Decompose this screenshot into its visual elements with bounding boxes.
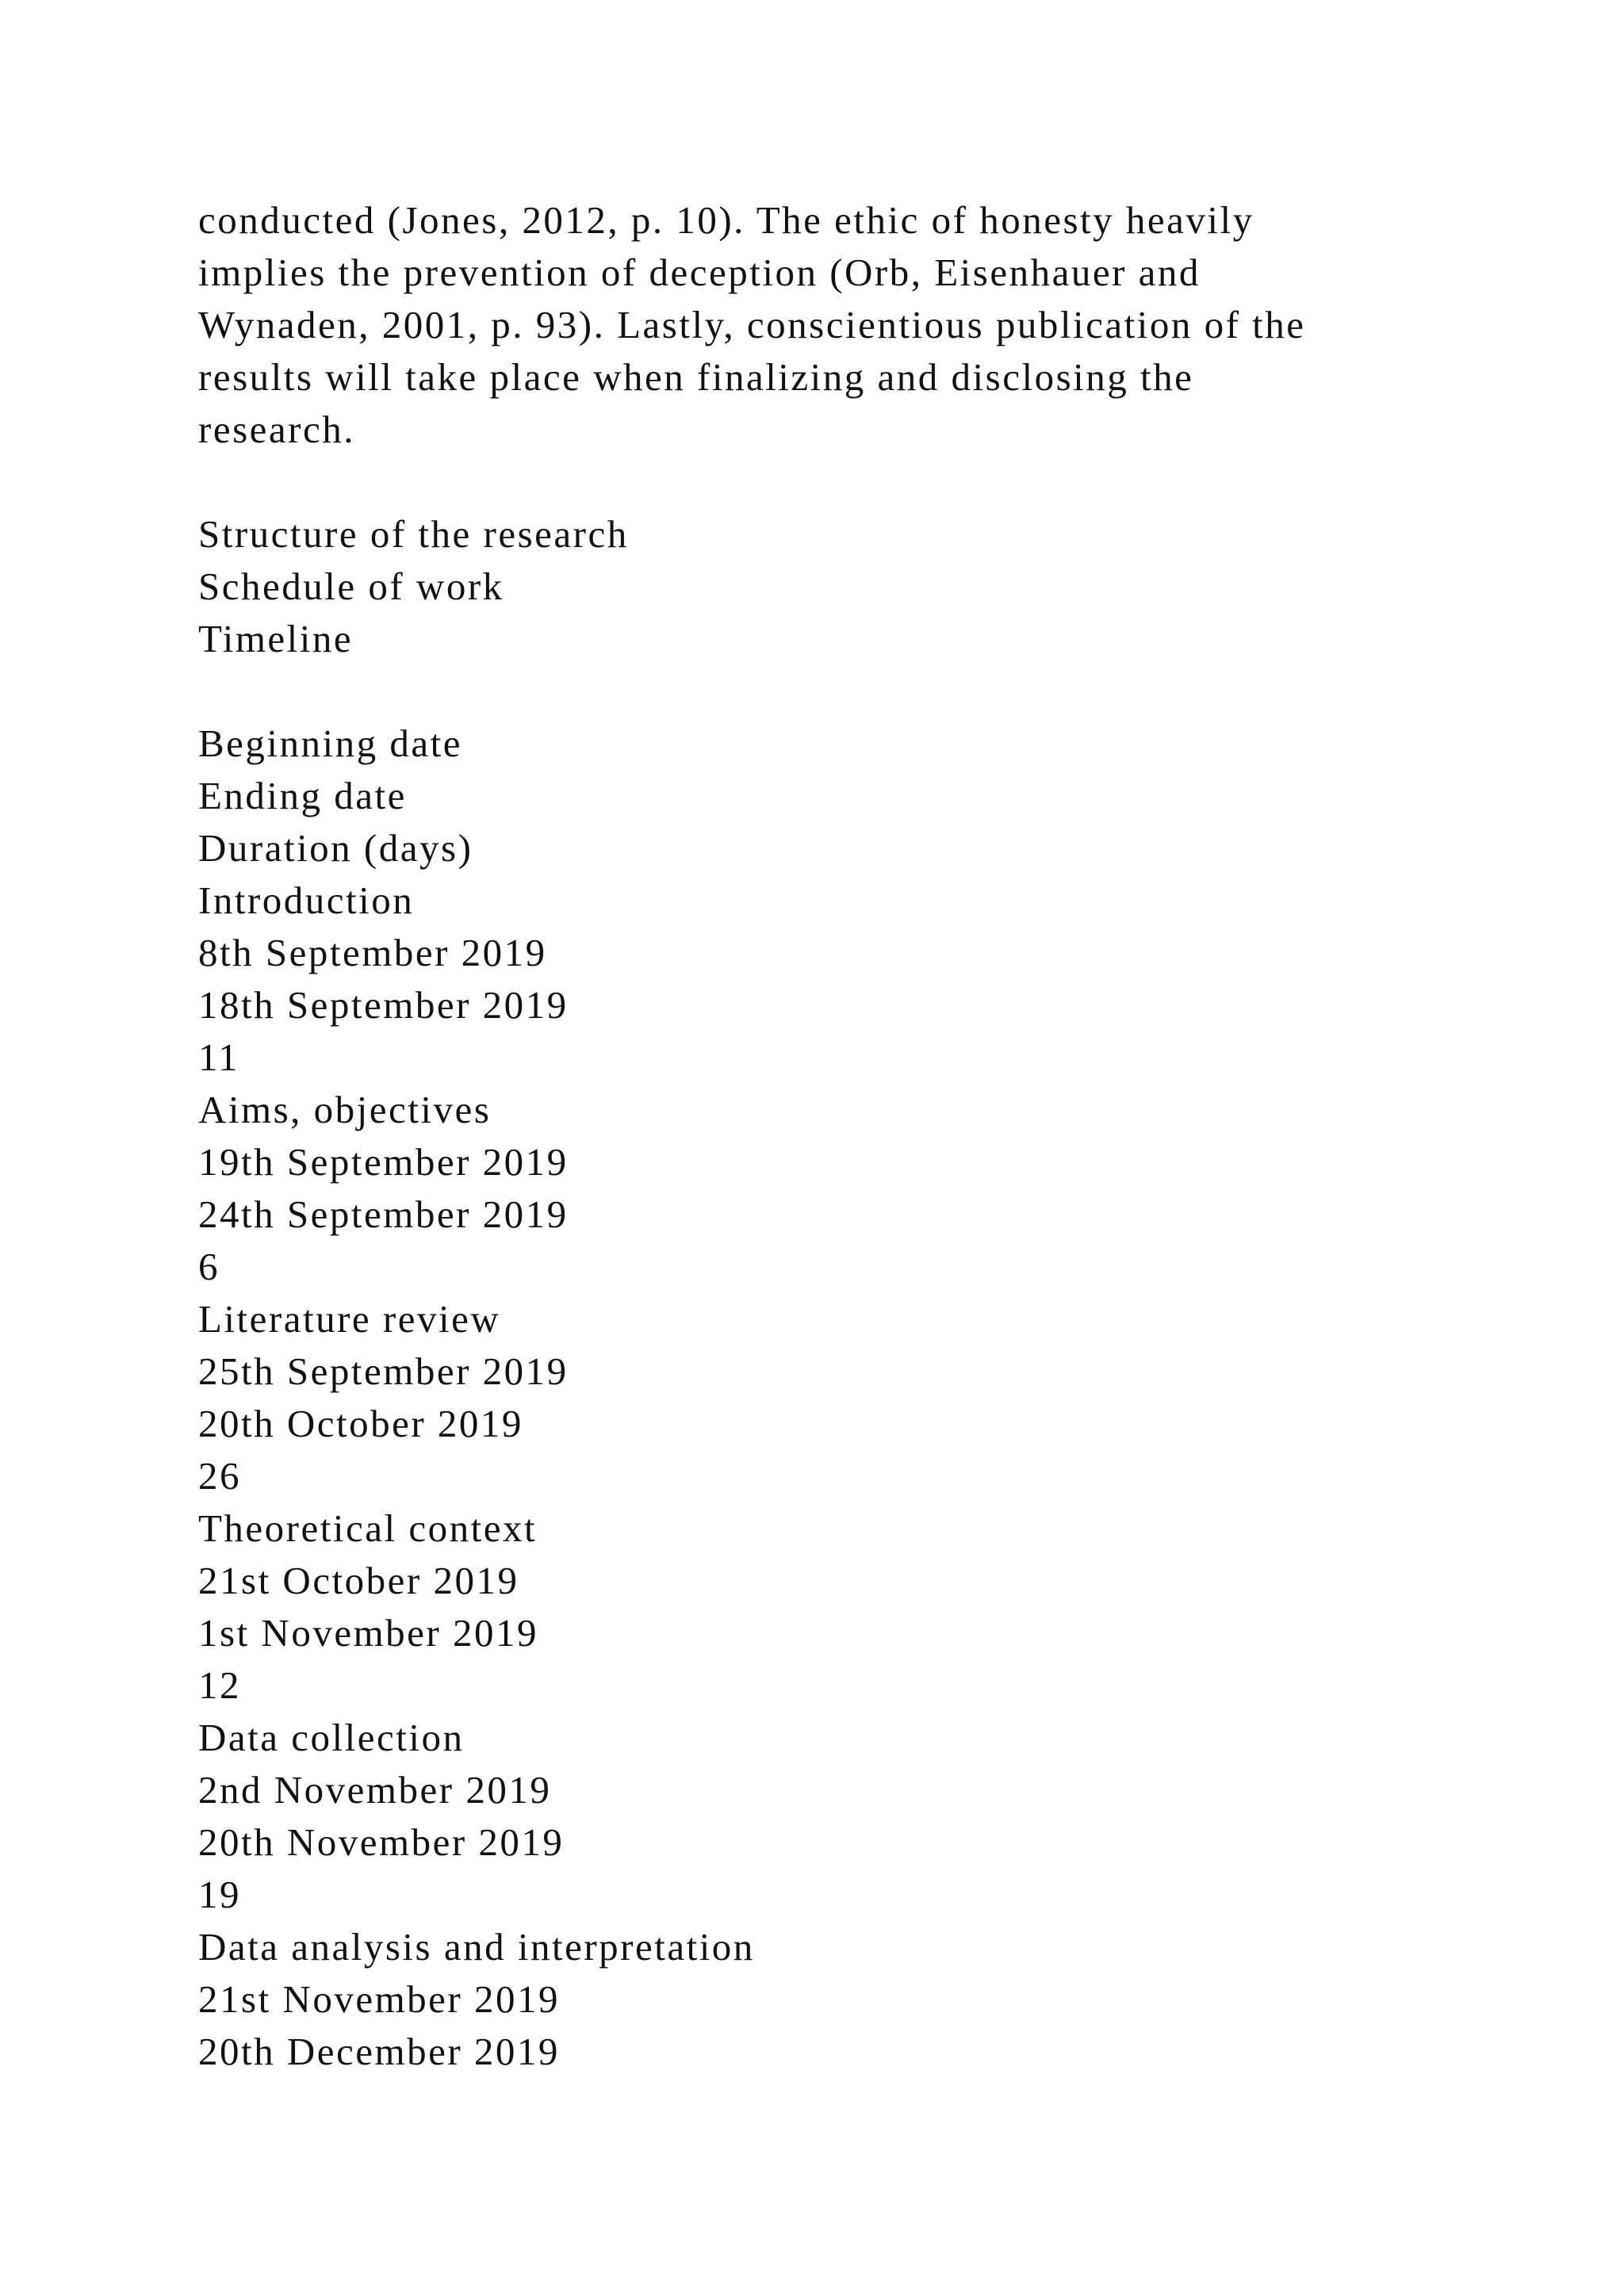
row-begin-date: 19th September 2019 [198, 1140, 569, 1184]
table-row [198, 1502, 1507, 1712]
row-duration: 11 [198, 1035, 240, 1079]
row-task: Data analysis and interpretation [198, 1925, 755, 1969]
row-task: Aims, objectives [198, 1088, 492, 1131]
schedule-heading: Schedule of work [198, 564, 504, 608]
timeline-table [198, 718, 1507, 2078]
row-end-date: 18th September 2019 [198, 983, 569, 1027]
table-row [198, 1712, 1507, 1921]
structure-heading: Structure of the research [198, 512, 629, 556]
table-row [198, 1921, 1507, 2078]
row-task: Theoretical context [198, 1506, 538, 1550]
row-begin-date: 2nd November 2019 [198, 1768, 552, 1812]
table-row [198, 1084, 1507, 1293]
header-duration: Duration (days) [198, 826, 473, 870]
blank-line [198, 665, 1507, 718]
row-task: Data collection [198, 1716, 465, 1759]
row-duration: 19 [198, 1873, 241, 1916]
row-begin-date: 8th September 2019 [198, 931, 547, 974]
header-beginning-date: Beginning date [198, 721, 463, 765]
paragraph-line: Wynaden, 2001, p. 93). Lastly, conscientious publication of the [198, 303, 1306, 346]
paragraph-line: results will take place when finalizing and disclosing the [198, 355, 1194, 399]
row-duration: 12 [198, 1663, 241, 1707]
paragraph-line: implies the prevention of deception (Orb, Eisenhauer and [198, 251, 1201, 294]
timeline-heading: Timeline [198, 617, 354, 660]
row-begin-date: 25th September 2019 [198, 1349, 569, 1393]
table-row [198, 874, 1507, 1084]
paragraph-line: research. [198, 408, 355, 451]
row-end-date: 24th September 2019 [198, 1192, 569, 1236]
row-end-date: 20th October 2019 [198, 1402, 523, 1445]
ethics-paragraph [198, 194, 1507, 456]
row-task: Literature review [198, 1297, 501, 1341]
row-begin-date: 21st October 2019 [198, 1559, 519, 1602]
row-end-date: 1st November 2019 [198, 1611, 538, 1655]
blank-line [198, 456, 1507, 508]
row-begin-date: 21st November 2019 [198, 1977, 560, 2021]
document-content [198, 194, 1507, 2078]
row-task: Introduction [198, 878, 415, 922]
row-duration: 6 [198, 1245, 220, 1288]
table-row [198, 1293, 1507, 1502]
row-end-date: 20th December 2019 [198, 2030, 560, 2073]
row-end-date: 20th November 2019 [198, 1820, 565, 1864]
paragraph-line: conducted (Jones, 2012, p. 10). The ethic of honesty heavily [198, 198, 1254, 242]
row-duration: 26 [198, 1454, 241, 1498]
header-ending-date: Ending date [198, 774, 407, 817]
